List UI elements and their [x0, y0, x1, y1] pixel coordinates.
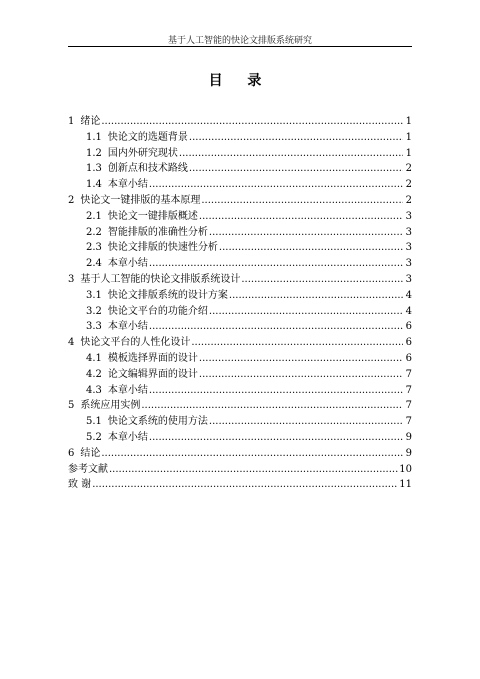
toc-entry-page-number: 3 — [405, 273, 412, 285]
toc-entry-number: 3.2 — [86, 305, 102, 317]
toc-entry[interactable] — [68, 177, 412, 193]
toc-entry-label: 快论文一键排版概述 — [107, 210, 198, 222]
dot-leader — [209, 225, 403, 241]
header-rule — [68, 46, 412, 47]
toc-entry-label: 创新点和技术路线 — [107, 163, 188, 175]
dot-leader — [109, 462, 398, 478]
dot-leader — [241, 272, 403, 288]
dot-leader — [101, 446, 403, 462]
table-of-contents — [68, 114, 412, 493]
toc-entry-label: 结论 — [80, 447, 101, 459]
toc-entry-number: 2 — [68, 194, 75, 206]
toc-entry-page-number: 4 — [405, 289, 412, 301]
toc-entry-page-number: 4 — [405, 305, 412, 317]
dot-leader — [199, 367, 403, 383]
dot-leader — [149, 383, 403, 399]
toc-entry-label: 本章小结 — [107, 258, 148, 270]
dot-leader — [201, 193, 403, 209]
toc-entry[interactable] — [68, 240, 412, 256]
toc-entry[interactable] — [68, 114, 412, 130]
toc-entry-number: 4.2 — [86, 368, 102, 380]
toc-entry-page-number: 1 — [405, 147, 412, 159]
toc-title: 目 录 — [208, 73, 272, 89]
toc-entry-page-number: 3 — [405, 210, 412, 222]
toc-entry-label: 绪论 — [80, 116, 101, 127]
toc-entry-label: 系统应用实例 — [80, 400, 141, 412]
toc-entry-page-number: 6 — [405, 321, 412, 333]
toc-entry[interactable] — [68, 398, 412, 414]
toc-entry[interactable] — [68, 335, 412, 351]
toc-entry-number: 5 — [68, 400, 75, 412]
toc-entry-label: 致 谢 — [68, 479, 92, 491]
toc-entry-label: 基于人工智能的快论文排版系统设计 — [80, 273, 241, 285]
dot-leader — [199, 351, 403, 367]
toc-entry-label: 快论文系统的使用方法 — [107, 416, 208, 428]
dot-leader — [149, 256, 403, 272]
toc-entry-label: 快论文平台的功能介绍 — [107, 305, 208, 317]
toc-entry-page-number: 6 — [405, 337, 412, 349]
toc-entry-number: 4.1 — [86, 352, 102, 364]
toc-entry-page-number: 1 — [405, 131, 412, 143]
toc-entry-number: 2.3 — [86, 242, 102, 254]
toc-entry[interactable] — [68, 161, 412, 177]
toc-entry-number: 5.2 — [86, 431, 102, 443]
toc-entry-page-number: 2 — [405, 194, 412, 206]
toc-entry-label: 参考文献 — [68, 463, 108, 475]
toc-entry-label: 国内外研究现状 — [107, 147, 178, 159]
dot-leader — [189, 130, 403, 146]
dot-leader — [101, 114, 403, 130]
toc-entry-page-number: 7 — [405, 416, 412, 428]
toc-entry-label: 快论文平台的人性化设计 — [80, 337, 191, 349]
toc-entry-page-number: 10 — [399, 463, 412, 475]
toc-entry-label: 快论文一键排版的基本原理 — [80, 194, 201, 206]
toc-entry-page-number: 3 — [405, 258, 412, 270]
toc-entry[interactable] — [68, 256, 412, 272]
toc-entry[interactable] — [68, 130, 412, 146]
dot-leader — [92, 477, 398, 493]
toc-entry[interactable] — [68, 193, 412, 209]
toc-entry-label: 快论文排版的快速性分析 — [107, 242, 218, 254]
toc-entry[interactable] — [68, 383, 412, 399]
toc-entry-label: 本章小结 — [107, 321, 148, 333]
dot-leader — [149, 319, 403, 335]
toc-entry-number: 4.3 — [86, 384, 102, 396]
toc-entry-number: 3.3 — [86, 321, 102, 333]
toc-entry-number: 1.4 — [86, 179, 102, 191]
dot-leader — [149, 177, 403, 193]
toc-entry[interactable] — [68, 414, 412, 430]
dot-leader — [141, 398, 403, 414]
toc-entry-number: 2.2 — [86, 226, 102, 238]
toc-entry-number: 1.2 — [86, 147, 102, 159]
toc-entry[interactable] — [68, 146, 412, 162]
toc-entry-label: 本章小结 — [107, 384, 148, 396]
toc-entry-page-number: 7 — [405, 400, 412, 412]
toc-entry-number: 6 — [68, 447, 75, 459]
toc-entry-label: 模板选择界面的设计 — [107, 352, 198, 364]
toc-entry-page-number: 7 — [405, 384, 412, 396]
toc-entry-number: 4 — [68, 337, 75, 349]
toc-entry-page-number: 3 — [405, 242, 412, 254]
toc-entry-page-number: 9 — [405, 431, 412, 443]
toc-entry[interactable] — [68, 319, 412, 335]
toc-entry-number: 2.1 — [86, 210, 102, 222]
toc-entry-number: 1.3 — [86, 163, 102, 175]
toc-entry-page-number: 2 — [405, 163, 412, 175]
toc-entry-label: 本章小结 — [107, 179, 148, 191]
toc-entry-page-number: 3 — [405, 226, 412, 238]
toc-entry-label: 本章小结 — [107, 431, 148, 443]
toc-entry-page-number: 7 — [405, 368, 412, 380]
dot-leader — [189, 161, 403, 177]
toc-entry[interactable] — [68, 462, 412, 478]
toc-entry-number: 3.1 — [86, 289, 102, 301]
dot-leader — [209, 304, 403, 320]
toc-entry-page-number: 1 — [405, 116, 412, 127]
toc-entry-page-number: 9 — [405, 447, 412, 459]
toc-entry-number: 1.1 — [86, 131, 102, 143]
dot-leader — [191, 335, 403, 351]
toc-entry-label: 快论文排版系统的设计方案 — [107, 289, 228, 301]
toc-entry-page-number: 2 — [405, 179, 412, 191]
dot-leader — [219, 240, 403, 256]
toc-entry-label: 智能排版的准确性分析 — [107, 226, 208, 238]
toc-entry[interactable] — [68, 351, 412, 367]
toc-entry[interactable] — [68, 288, 412, 304]
toc-entry[interactable] — [68, 272, 412, 288]
toc-entry-number: 5.1 — [86, 416, 102, 428]
toc-entry[interactable] — [68, 367, 412, 383]
toc-entry-number: 2.4 — [86, 258, 102, 270]
toc-entry-number: 3 — [68, 273, 75, 285]
running-header: 基于人工智能的快论文排版系统研究 — [167, 36, 312, 46]
dot-leader — [149, 430, 403, 446]
dot-leader — [179, 146, 403, 162]
toc-entry[interactable] — [68, 304, 412, 320]
toc-entry[interactable] — [68, 477, 412, 493]
toc-entry-page-number: 6 — [405, 352, 412, 364]
toc-entry[interactable] — [68, 446, 412, 462]
toc-entry-label: 论文编辑界面的设计 — [107, 368, 198, 380]
toc-entry-number: 1 — [68, 116, 75, 127]
dot-leader — [209, 414, 403, 430]
toc-entry[interactable] — [68, 430, 412, 446]
toc-entry[interactable] — [68, 209, 412, 225]
dot-leader — [199, 209, 403, 225]
toc-entry[interactable] — [68, 225, 412, 241]
dot-leader — [229, 288, 403, 304]
toc-entry-page-number: 11 — [399, 479, 412, 491]
toc-entry-label: 快论文的选题背景 — [107, 131, 188, 143]
